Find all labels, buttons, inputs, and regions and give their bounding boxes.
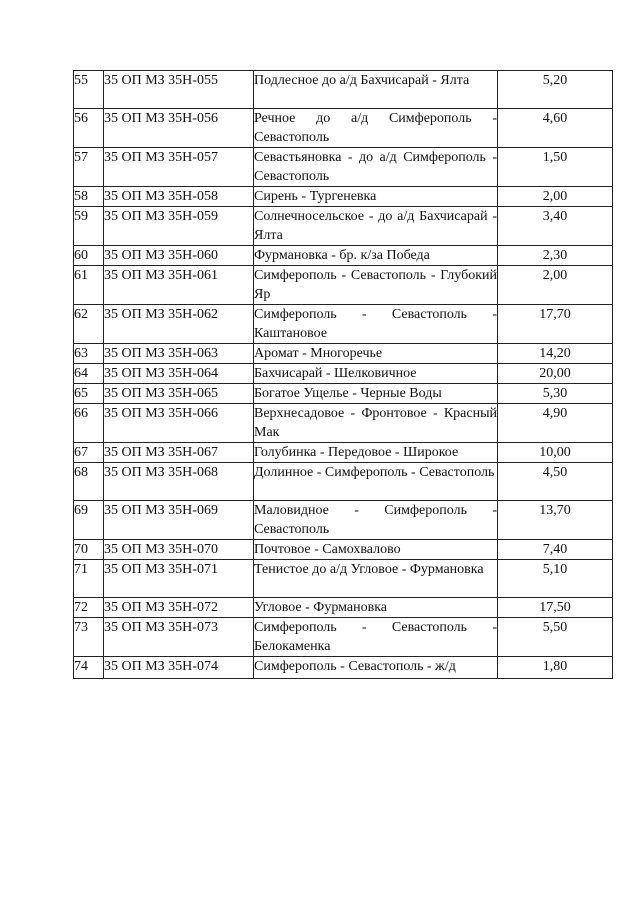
table-row <box>74 404 613 443</box>
road-length: 20,00 <box>498 364 613 384</box>
table-row <box>74 148 613 187</box>
road-length: 4,60 <box>498 109 613 148</box>
road-code: 35 ОП МЗ 35Н-067 <box>104 443 254 463</box>
row-number: 70 <box>74 540 104 560</box>
road-name: Бахчисарай - Шелковичное <box>254 364 498 384</box>
row-number: 68 <box>74 463 104 501</box>
road-name: Симферополь - Севастополь - Глубокий Яр <box>254 266 498 305</box>
row-number: 69 <box>74 501 104 540</box>
road-code: 35 ОП МЗ 35Н-062 <box>104 305 254 344</box>
road-length: 2,00 <box>498 266 613 305</box>
road-code: 35 ОП МЗ 35Н-072 <box>104 598 254 618</box>
row-number: 59 <box>74 207 104 246</box>
road-name: Аромат - Многоречье <box>254 344 498 364</box>
road-length: 3,40 <box>498 207 613 246</box>
table-row <box>74 463 613 501</box>
table-row <box>74 384 613 404</box>
road-length: 2,30 <box>498 246 613 266</box>
road-name: Тенистое до а/д Угловое - Фурмановка <box>254 560 498 598</box>
table-row <box>74 109 613 148</box>
road-name: Симферополь - Севастополь - ж/д <box>254 657 498 679</box>
road-code: 35 ОП МЗ 35Н-055 <box>104 71 254 109</box>
row-number: 64 <box>74 364 104 384</box>
road-name: Симферополь - Севастополь - Белокаменка <box>254 618 498 657</box>
road-name: Речное до а/д Симферополь - Севастополь <box>254 109 498 148</box>
road-name: Угловое - Фурмановка <box>254 598 498 618</box>
road-length: 5,20 <box>498 71 613 109</box>
road-length: 10,00 <box>498 443 613 463</box>
road-code: 35 ОП МЗ 35Н-073 <box>104 618 254 657</box>
row-number: 65 <box>74 384 104 404</box>
road-code: 35 ОП МЗ 35Н-069 <box>104 501 254 540</box>
table-row <box>74 246 613 266</box>
table-row <box>74 305 613 344</box>
road-length: 4,50 <box>498 463 613 501</box>
row-number: 61 <box>74 266 104 305</box>
table-row <box>74 560 613 598</box>
road-code: 35 ОП МЗ 35Н-063 <box>104 344 254 364</box>
table-row <box>74 540 613 560</box>
road-name: Сирень - Тургеневка <box>254 187 498 207</box>
road-name: Богатое Ущелье - Черные Воды <box>254 384 498 404</box>
row-number: 67 <box>74 443 104 463</box>
road-name: Фурмановка - бр. к/за Победа <box>254 246 498 266</box>
table-row <box>74 71 613 109</box>
road-length: 2,00 <box>498 187 613 207</box>
road-length: 5,30 <box>498 384 613 404</box>
road-name: Солнечносельское - до а/д Бахчисарай - Ялта <box>254 207 498 246</box>
row-number: 56 <box>74 109 104 148</box>
row-number: 71 <box>74 560 104 598</box>
row-number: 57 <box>74 148 104 187</box>
road-code: 35 ОП МЗ 35Н-074 <box>104 657 254 679</box>
row-number: 73 <box>74 618 104 657</box>
road-name: Маловидное - Симферополь - Севастополь <box>254 501 498 540</box>
road-length: 5,10 <box>498 560 613 598</box>
road-code: 35 ОП МЗ 35Н-060 <box>104 246 254 266</box>
road-name: Голубинка - Передовое - Широкое <box>254 443 498 463</box>
table-row <box>74 598 613 618</box>
road-name: Севастьяновка - до а/д Симферополь - Севастополь <box>254 148 498 187</box>
road-length: 14,20 <box>498 344 613 364</box>
road-code: 35 ОП МЗ 35Н-059 <box>104 207 254 246</box>
row-number: 74 <box>74 657 104 679</box>
row-number: 62 <box>74 305 104 344</box>
road-code: 35 ОП МЗ 35Н-070 <box>104 540 254 560</box>
row-number: 60 <box>74 246 104 266</box>
road-name: Симферополь - Севастополь - Каштановое <box>254 305 498 344</box>
road-name: Верхнесадовое - Фронтовое - Красный Мак <box>254 404 498 443</box>
road-name: Подлесное до а/д Бахчисарай - Ялта <box>254 71 498 109</box>
table-row <box>74 266 613 305</box>
road-length: 7,40 <box>498 540 613 560</box>
table-row <box>74 344 613 364</box>
row-number: 72 <box>74 598 104 618</box>
road-length: 1,50 <box>498 148 613 187</box>
row-number: 63 <box>74 344 104 364</box>
road-length: 17,70 <box>498 305 613 344</box>
road-code: 35 ОП МЗ 35Н-066 <box>104 404 254 443</box>
road-length: 4,90 <box>498 404 613 443</box>
road-name: Почтовое - Самохвалово <box>254 540 498 560</box>
road-code: 35 ОП МЗ 35Н-057 <box>104 148 254 187</box>
row-number: 55 <box>74 71 104 109</box>
road-name: Долинное - Симферополь - Севастополь <box>254 463 498 501</box>
row-number: 66 <box>74 404 104 443</box>
table-row <box>74 657 613 679</box>
road-length: 5,50 <box>498 618 613 657</box>
table-row <box>74 443 613 463</box>
road-code: 35 ОП МЗ 35Н-071 <box>104 560 254 598</box>
roads-table <box>73 70 613 679</box>
table-row <box>74 618 613 657</box>
road-code: 35 ОП МЗ 35Н-065 <box>104 384 254 404</box>
road-length: 1,80 <box>498 657 613 679</box>
road-length: 17,50 <box>498 598 613 618</box>
road-code: 35 ОП МЗ 35Н-064 <box>104 364 254 384</box>
row-number: 58 <box>74 187 104 207</box>
road-length: 13,70 <box>498 501 613 540</box>
road-code: 35 ОП МЗ 35Н-056 <box>104 109 254 148</box>
road-code: 35 ОП МЗ 35Н-061 <box>104 266 254 305</box>
table-row <box>74 187 613 207</box>
table-row <box>74 501 613 540</box>
table-row <box>74 364 613 384</box>
road-code: 35 ОП МЗ 35Н-068 <box>104 463 254 501</box>
table-row <box>74 207 613 246</box>
road-code: 35 ОП МЗ 35Н-058 <box>104 187 254 207</box>
